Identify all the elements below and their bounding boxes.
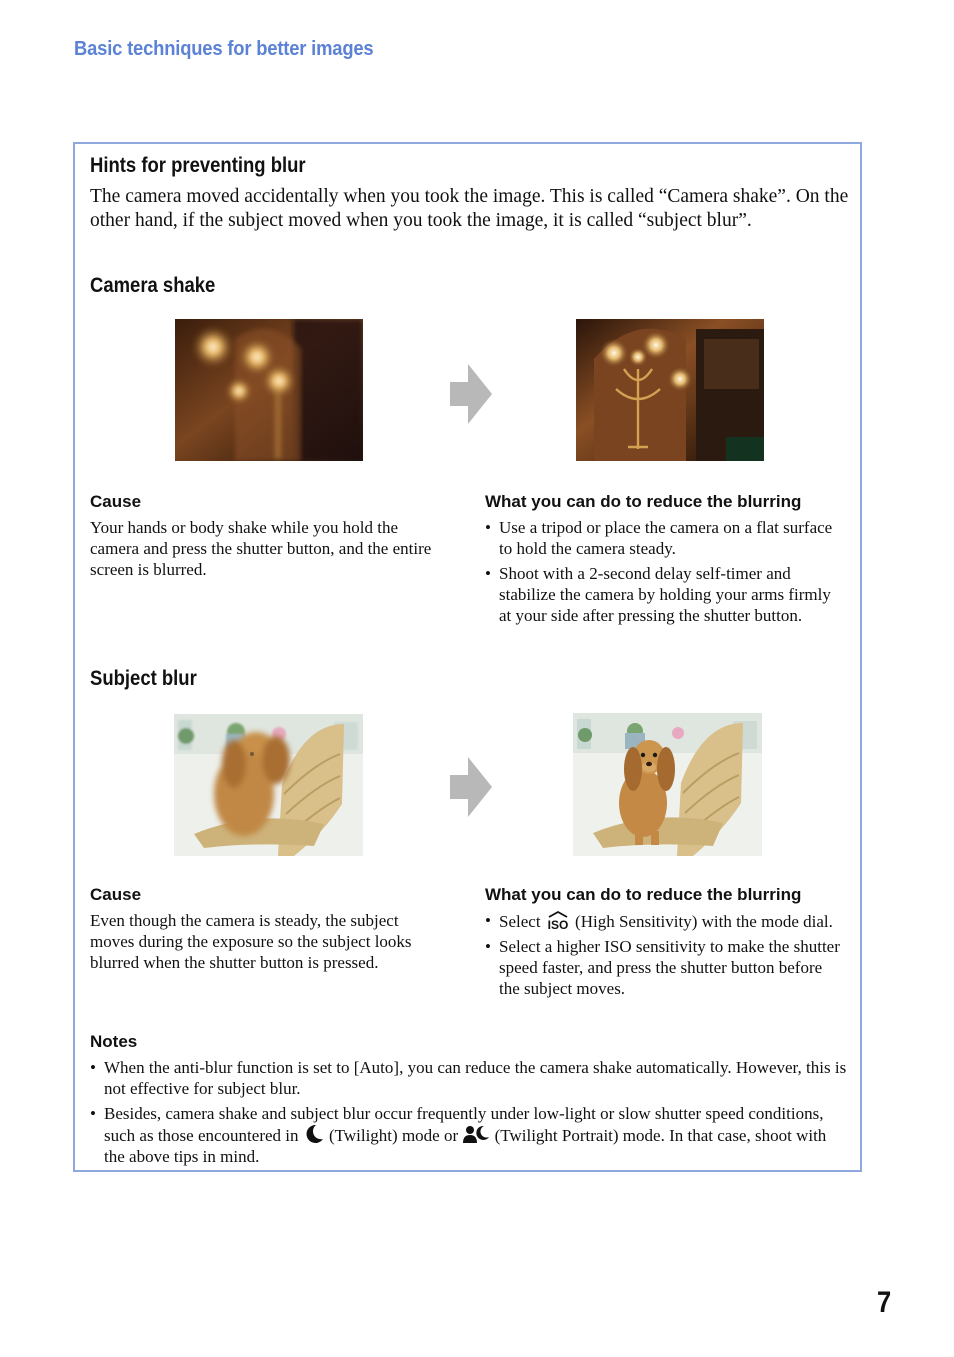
- page-number: 7: [877, 1286, 892, 1319]
- list-item: • Shoot with a 2-second delay self-timer and stabilize the camera by holding your arms firmly at your side after pressing the shutter button.: [485, 563, 835, 626]
- hints-intro: The camera moved accidentally when you took the image. This is called “Camera shake”. On the other hand, if the subject moved when you took the image, it is called “subject blur”.: [90, 186, 849, 231]
- subject-blur-remedy-list: [485, 910, 845, 1003]
- camera-shake-cause-text: Your hands or body shake while you hold the camera and press the shutter button, and the entire screen is blurred.: [90, 518, 432, 579]
- list-item: • When the anti-blur function is set to [Auto], you can reduce the camera shake automatically. However, this is not effective for subject blur.: [90, 1057, 850, 1099]
- subject-blur-blurred-photo: [174, 714, 363, 856]
- subject-blur-cause-text: Even though the camera is steady, the subject moves during the exposure so the subject looks blurred when the shutter button is pressed.: [90, 911, 412, 972]
- note-text-part: (Twilight Portrait) mode. In that case, shoot with the above tips in mind.: [104, 1126, 827, 1166]
- camera-shake-sharp-photo: [576, 319, 764, 461]
- camera-shake-cause-heading: Cause: [90, 492, 142, 511]
- list-item: • Use a tripod or place the camera on a flat surface to hold the camera steady.: [485, 517, 835, 559]
- hints-title: Hints for preventing blur: [90, 154, 306, 177]
- running-head: Basic techniques for better images: [74, 38, 374, 60]
- right-arrow-icon: [450, 364, 492, 424]
- remedy-select-text: Select: [499, 912, 541, 931]
- subject-blur-remedy-heading: What you can do to reduce the blurring: [485, 885, 802, 904]
- right-arrow-icon: [450, 757, 492, 817]
- notes-list: [90, 1057, 850, 1171]
- note-text-part: Besides, camera shake and subject blur occur frequently under low-light or slow shutter speed conditions, such as those encountered in: [104, 1104, 824, 1145]
- note-text-part: (Twilight) mode or: [329, 1126, 459, 1145]
- list-item: [90, 1103, 850, 1167]
- camera-shake-blurred-photo: [175, 319, 363, 461]
- camera-shake-title: Camera shake: [90, 274, 216, 297]
- twilight-portrait-icon: [462, 1124, 490, 1144]
- camera-shake-remedy-list: [485, 517, 835, 630]
- camera-shake-remedy-heading: What you can do to reduce the blurring: [485, 492, 802, 511]
- iso-high-sensitivity-icon: [545, 910, 571, 930]
- remedy-mode-text: (High Sensitivity) with the mode dial.: [575, 912, 833, 931]
- twilight-moon-icon: [303, 1124, 325, 1144]
- subject-blur-title: Subject blur: [90, 667, 197, 690]
- subject-blur-cause-heading: Cause: [90, 885, 142, 904]
- list-item: • Select a higher ISO sensitivity to make the shutter speed faster, and press the shutter button before the subject moves.: [485, 936, 845, 999]
- list-item: [485, 910, 845, 932]
- subject-blur-sharp-photo: [573, 713, 762, 856]
- notes-heading: Notes: [90, 1032, 138, 1051]
- svg-text:ISO: ISO: [547, 918, 569, 930]
